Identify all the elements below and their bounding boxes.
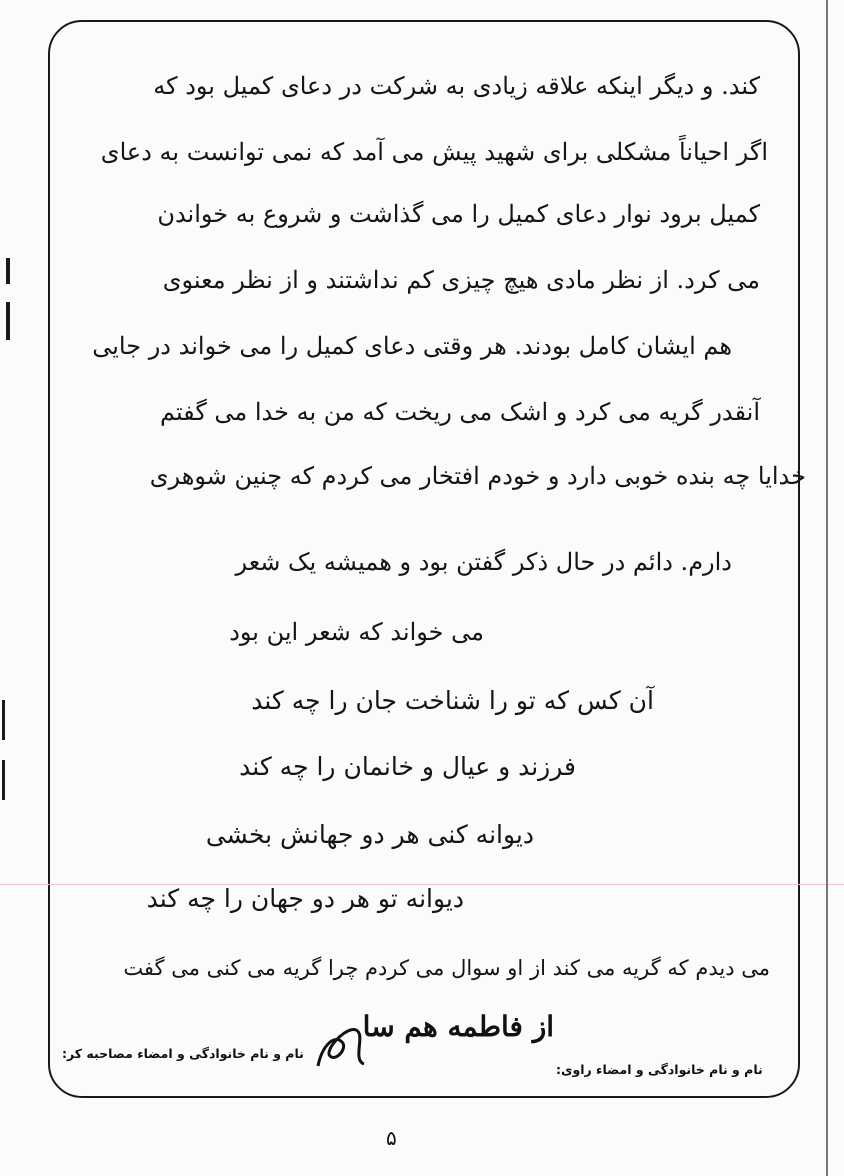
text-line-7: خدایا چه بنده خوبی دارد و خودم افتخار می کردم که چنین شوهری [149, 462, 806, 490]
left-margin-mark [2, 700, 5, 740]
poem-line-2: فرزند و عیال و خانمان را چه کند [239, 752, 576, 781]
text-line-5: هم ایشان کامل بودند. هر وقتی دعای کمیل را می خواند در جایی [92, 332, 732, 360]
text-line-1: کند. و دیگر اینکه علاقه زیادی به شرکت در دعای کمیل بود که [153, 72, 760, 100]
narrator-signature: از فاطمه هم سا [362, 1010, 554, 1043]
closing-line: می دیدم که گریه می کند از او سوال می کردم چرا گریه می کنی می گفت [123, 956, 770, 980]
text-line-2: اگر احیاناً مشکلی برای شهید پیش می آمد که نمی توانست به دعای [100, 138, 768, 166]
interviewer-label: نام و نام خانوادگی و امضاء مصاحبه کر: [62, 1046, 304, 1061]
text-line-6: آنقدر گریه می کرد و اشک می ریخت که من به خدا می گفتم [159, 398, 760, 426]
text-line-9: می خواند که شعر این بود [229, 618, 484, 646]
narrator-label: نام و نام خانوادگی و امضاء راوی: [556, 1062, 763, 1077]
left-margin-mark [6, 302, 10, 340]
left-margin-mark [6, 258, 10, 284]
text-line-8: دارم. دائم در حال ذکر گفتن بود و همیشه یک شعر [235, 548, 732, 576]
poem-line-3: دیوانه کنی هر دو جهانش بخشی [205, 820, 534, 849]
signature-scribble-icon [312, 1016, 374, 1078]
text-line-4: می کرد. از نظر مادی هیچ چیزی کم نداشتند و از نظر معنوی [162, 266, 760, 294]
page-number: ۵ [386, 1126, 397, 1150]
text-line-3: کمیل برود نوار دعای کمیل را می گذاشت و شروع به خواندن [157, 200, 760, 228]
right-edge-shadow [826, 0, 828, 1176]
poem-line-4: دیوانه تو هر دو جهان را چه کند [146, 884, 464, 913]
poem-line-1: آن کس که تو را شناخت جان را چه کند [251, 686, 654, 715]
left-margin-mark [2, 760, 5, 800]
